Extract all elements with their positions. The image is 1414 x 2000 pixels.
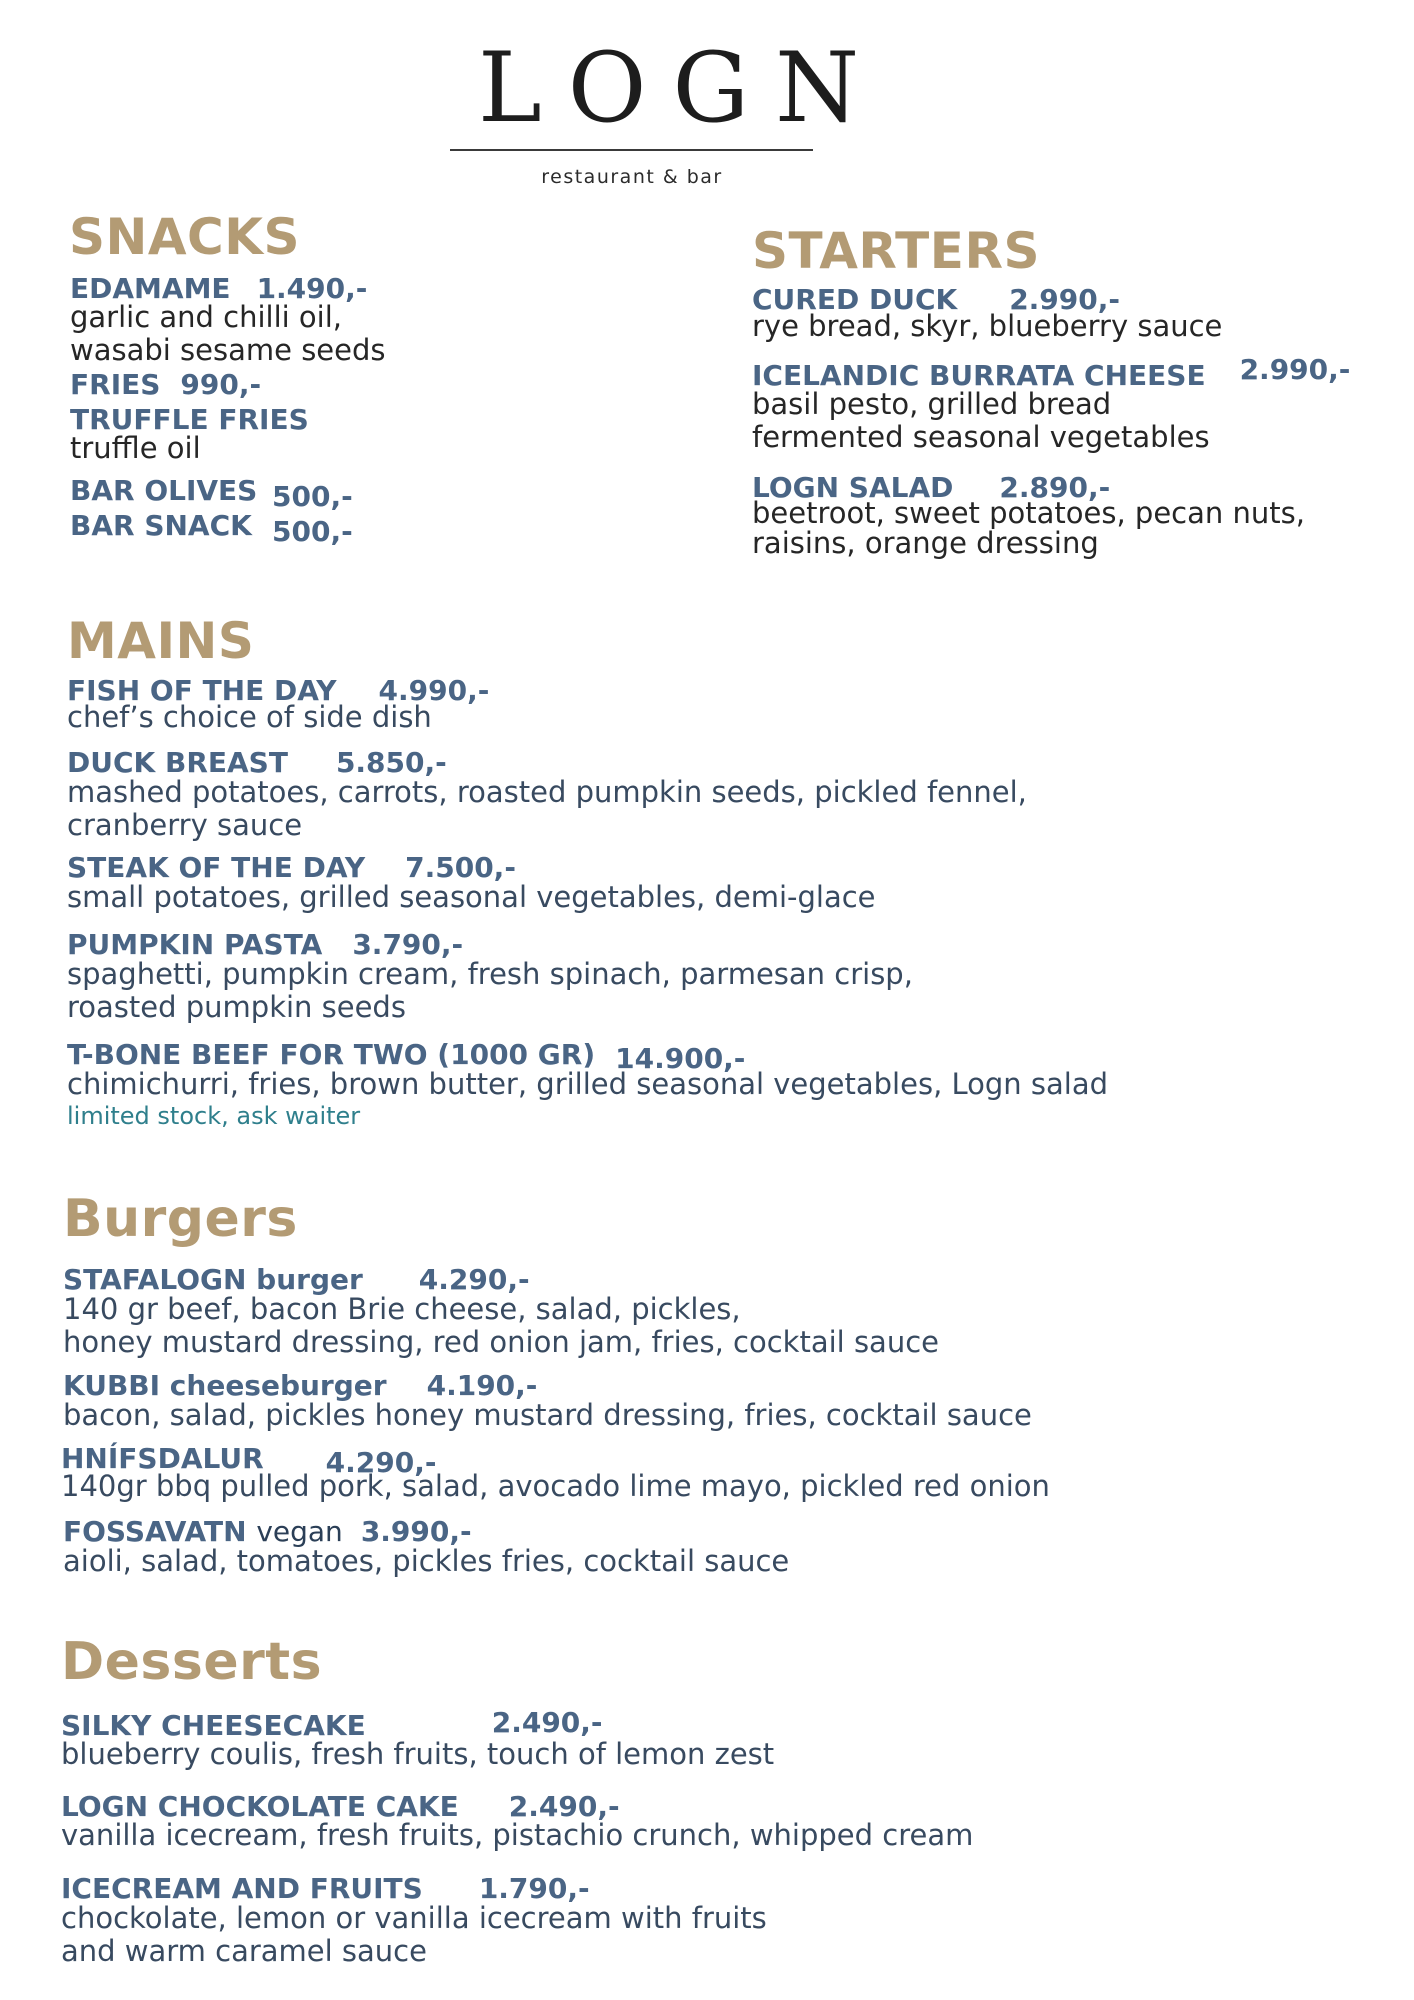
item-price: 2.890,- [999, 471, 1111, 504]
item-price: 7.500,- [405, 851, 516, 884]
item-desc-line: truffle oil [70, 431, 201, 466]
item-price: 1.490,- [256, 272, 368, 305]
menu-item-fish-of-the-day [67, 676, 1327, 734]
item-price: 990,- [180, 368, 262, 401]
item-name: FISH OF THE DAY [67, 674, 337, 707]
burgers-title: Burgers [63, 1189, 298, 1249]
item-price: 14.900,- [615, 1042, 746, 1075]
item-desc-line: blueberry coulis, fresh fruits, touch of lemon zest [61, 1737, 775, 1772]
menu-item-edamame [70, 274, 670, 367]
item-desc-line: and warm caramel sauce [61, 1934, 427, 1969]
item-name: LOGN CHOCKOLATE CAKE [61, 1790, 459, 1823]
item-desc-line: beetroot, sweet potatoes, pecan nuts, [752, 496, 1305, 531]
item-name: ICECREAM AND FRUITS [61, 1872, 423, 1905]
item-desc-line: raisins, orange dressing [752, 526, 1099, 561]
item-price: 500,- [272, 515, 353, 548]
item-price: 2.490,- [491, 1706, 603, 1739]
item-name [63, 1517, 343, 1546]
snacks-title: SNACKS [69, 208, 301, 266]
menu-item-duck-breast [67, 748, 1327, 842]
tagline: restaurant & bar [541, 166, 723, 188]
menu-item-logn-salad [752, 471, 1372, 561]
item-desc-line: 140gr bbq pulled pork, salad, avocado lime mayo, pickled red onion [61, 1469, 1050, 1504]
item-price: 4.290,- [325, 1446, 437, 1479]
item-name: BAR SNACK [70, 509, 252, 542]
item-price: 3.790,- [352, 928, 464, 961]
item-name: BAR OLIVES [70, 474, 258, 507]
item-desc-line: mashed potatoes, carrots, roasted pumpkin seeds, pickled fennel, [67, 775, 1027, 810]
menu-item-kubbi-cheeseburger [63, 1371, 1323, 1432]
menu-item-silky-cheesecake [61, 1706, 1321, 1772]
item-name: CURED DUCK [752, 283, 958, 316]
item-name-suffix: vegan [256, 1515, 343, 1548]
menu-item-pumpkin-pasta [67, 930, 1327, 1024]
menu-item-icecream-and-fruits [61, 1874, 1321, 1968]
item-name: DUCK BREAST [67, 746, 288, 779]
item-price: 2.990,- [1239, 353, 1351, 386]
item-name: EDAMAME [70, 272, 231, 305]
item-desc-line: chimichurri, fries, brown butter, grilled seasonal vegetables, Logn salad [67, 1067, 1109, 1102]
menu-item-hnifsdalur [61, 1444, 1321, 1503]
menu-item-bar-olives [70, 474, 670, 513]
item-desc-line: honey mustard dressing, red onion jam, fries, cocktail sauce [63, 1325, 939, 1360]
item-price: 4.190,- [426, 1369, 538, 1402]
item-desc-line: 140 gr beef, bacon Brie cheese, salad, pickles, [63, 1292, 741, 1327]
item-price: 500,- [272, 480, 353, 513]
item-desc-line: garlic and chilli oil, [70, 300, 343, 335]
item-name: T-BONE BEEF FOR TWO (1000 GR) [67, 1038, 596, 1071]
item-desc-line: vanilla icecream, fresh fruits, pistachio crunch, whipped cream [61, 1818, 974, 1853]
item-name: ICELANDIC BURRATA CHEESE [752, 359, 1206, 392]
menu-item-cured-duck [752, 285, 1372, 343]
logo-divider [450, 149, 813, 151]
item-price: 5.850,- [335, 746, 447, 779]
menu-item-logn-chockolate-cake [61, 1792, 1321, 1852]
item-desc-line: rye bread, skyr, blueberry sauce [752, 309, 1223, 344]
menu-item-fries [70, 370, 670, 399]
item-price: 2.490,- [508, 1790, 620, 1823]
item-name: SILKY CHEESECAKE [61, 1709, 366, 1742]
item-price: 4.290,- [418, 1263, 530, 1296]
item-name: STAFALOGN burger [63, 1263, 363, 1296]
item-desc-line: wasabi sesame seeds [70, 333, 386, 368]
menu-item-bar-snack [70, 509, 670, 548]
item-name: LOGN SALAD [752, 471, 954, 504]
item-desc-line: aioli, salad, tomatoes, pickles fries, cocktail sauce [63, 1544, 790, 1579]
item-price: 3.990,- [360, 1515, 472, 1548]
menu-item-truffle-fries [70, 405, 670, 465]
item-name: TRUFFLE FRIES [70, 403, 309, 436]
item-name-text: FOSSAVATN [63, 1515, 247, 1548]
item-price: 4.990,- [378, 674, 490, 707]
item-desc-line: bacon, salad, pickles honey mustard dressing, fries, cocktail sauce [63, 1398, 1032, 1433]
item-name: HNÍFSDALUR [61, 1442, 264, 1475]
item-note: limited stock, ask waiter [67, 1102, 361, 1131]
item-price: 2.990,- [1009, 283, 1121, 316]
logo: LOGN [478, 32, 886, 144]
desserts-title: Desserts [61, 1632, 323, 1692]
item-price: 1.790,- [478, 1872, 590, 1905]
item-name: STEAK OF THE DAY [67, 851, 366, 884]
item-desc-line: chockolate, lemon or vanilla icecream with fruits [61, 1901, 767, 1936]
menu-item-stafalogn-burger [63, 1265, 1323, 1359]
item-desc-line: roasted pumpkin seeds [67, 990, 406, 1025]
starters-title: STARTERS [752, 222, 1040, 280]
menu-item-fossavatn [63, 1517, 1323, 1578]
item-desc-line: cranberry sauce [67, 808, 303, 843]
item-desc-line: small potatoes, grilled seasonal vegetables, demi-glace [67, 880, 876, 915]
item-desc-line: spaghetti, pumpkin cream, fresh spinach, parmesan crisp, [67, 957, 913, 992]
item-desc-line: fermented seasonal vegetables [752, 420, 1210, 455]
item-desc-line: basil pesto, grilled bread [752, 387, 1112, 422]
menu-item-icelandic-burrata [752, 353, 1372, 455]
item-name: PUMPKIN PASTA [67, 928, 323, 961]
item-name: FRIES [70, 368, 161, 401]
item-desc-line: chef’s choice of side dish [67, 700, 432, 735]
mains-title: MAINS [67, 612, 255, 670]
menu-item-steak-of-the-day [67, 853, 1327, 914]
menu-item-t-bone-beef [67, 1040, 1327, 1131]
item-name: KUBBI cheeseburger [63, 1369, 387, 1402]
